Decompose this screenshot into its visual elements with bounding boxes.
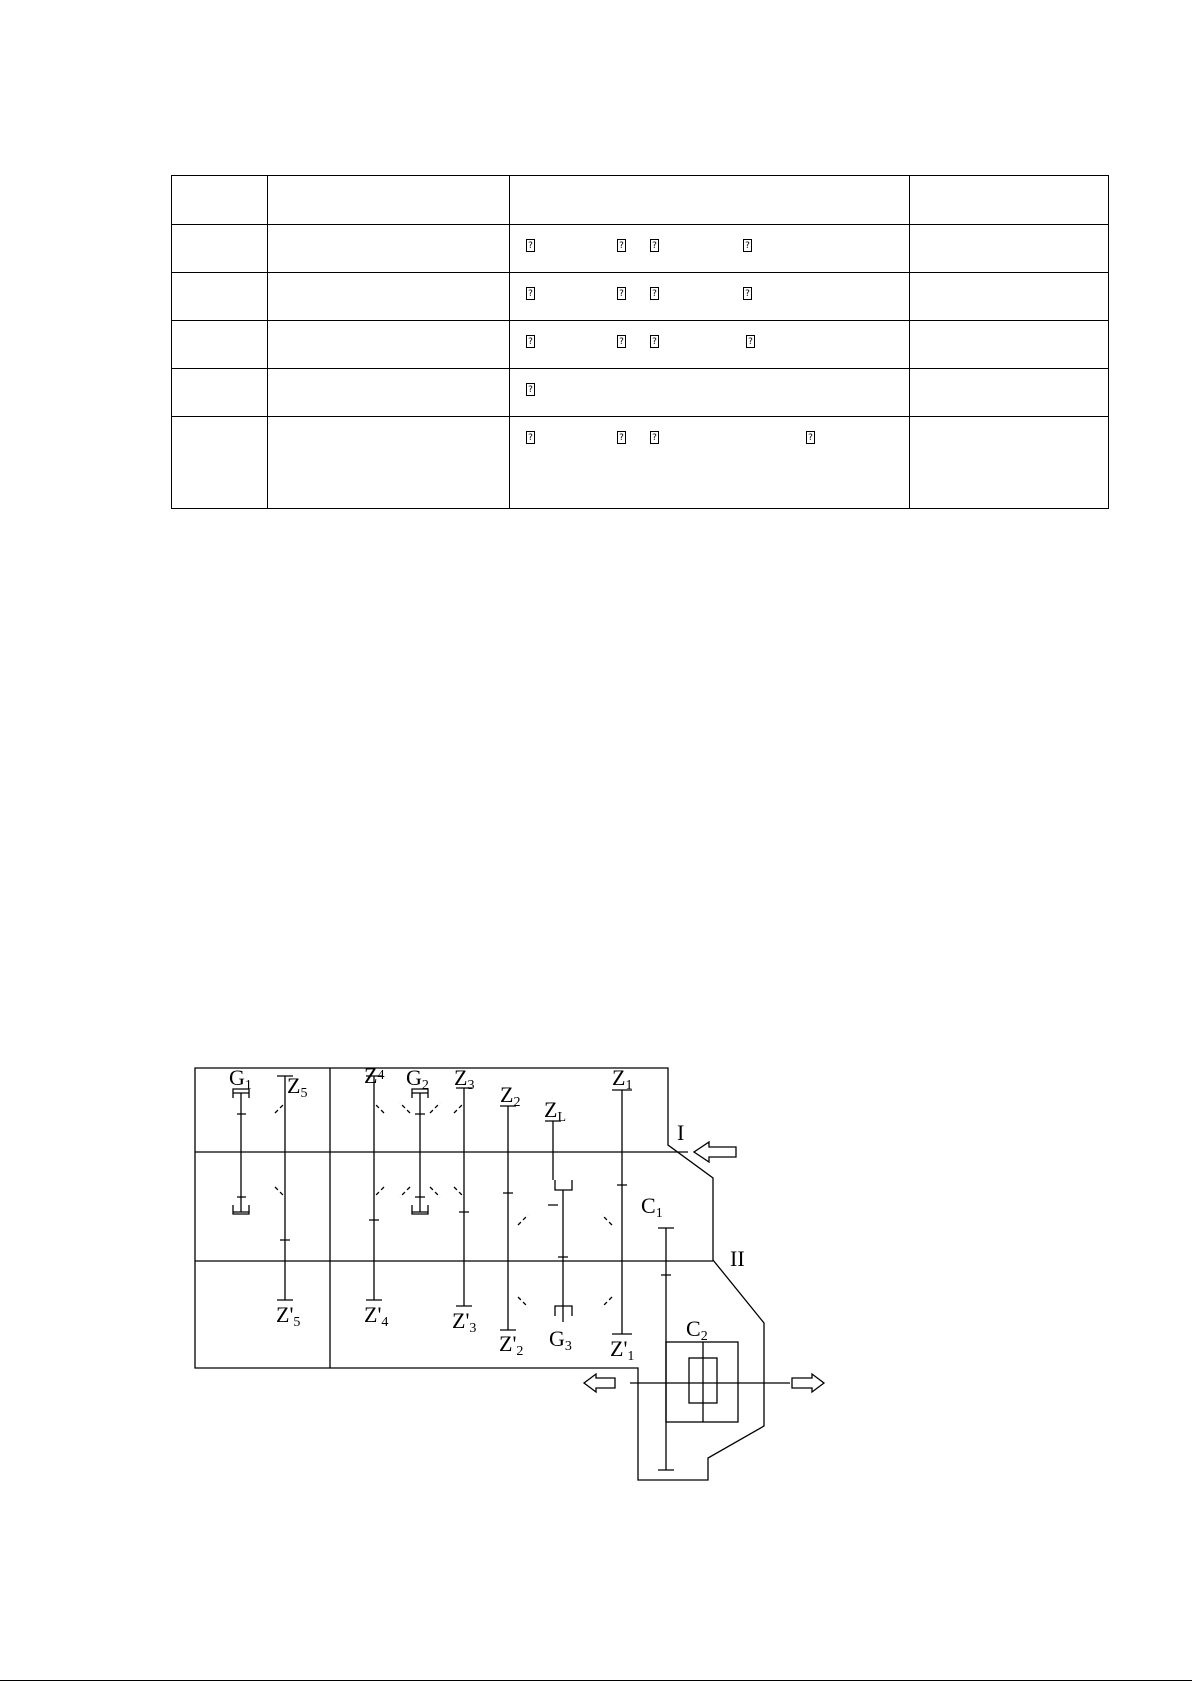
missing-glyph-icon: ? <box>746 335 755 348</box>
table-header-row <box>172 176 1109 225</box>
table-cell <box>172 417 268 509</box>
label-z3-prime: Z'3 <box>452 1308 477 1336</box>
missing-glyph-icon: ? <box>526 335 535 348</box>
label-z5-prime: Z'5 <box>276 1302 301 1330</box>
table-cell <box>510 369 910 417</box>
table-cell <box>268 273 510 321</box>
table-cell <box>910 369 1109 417</box>
table-cell <box>268 369 510 417</box>
table-cell <box>510 225 910 273</box>
label-g1: G1 <box>229 1065 252 1093</box>
missing-glyph-icon: ? <box>617 431 626 444</box>
label-shaft-i: I <box>677 1120 685 1145</box>
label-z3: Z3 <box>454 1065 475 1093</box>
table-cell <box>910 321 1109 369</box>
missing-glyph-icon: ? <box>617 287 626 300</box>
output-left-arrow-icon <box>584 1374 615 1392</box>
table-cell <box>910 225 1109 273</box>
table-cell <box>268 417 510 509</box>
table-cell <box>172 176 268 225</box>
table-cell <box>172 225 268 273</box>
table-row <box>172 369 1109 417</box>
missing-glyph-icon: ? <box>650 287 659 300</box>
table-row <box>172 321 1109 369</box>
missing-glyph-icon: ? <box>650 239 659 252</box>
missing-glyph-icon: ? <box>806 431 815 444</box>
label-zl: ZL <box>544 1097 567 1125</box>
label-g2: G2 <box>406 1065 429 1093</box>
label-g3: G3 <box>549 1326 572 1354</box>
missing-glyph-icon: ? <box>526 431 535 444</box>
table-row <box>172 225 1109 273</box>
table-row <box>172 273 1109 321</box>
table-cell <box>510 176 910 225</box>
table-cell <box>910 176 1109 225</box>
missing-glyph-icon: ? <box>743 239 752 252</box>
table-cell <box>510 321 910 369</box>
label-shaft-ii: II <box>730 1246 745 1271</box>
differential-housing <box>666 1342 738 1422</box>
gear-data-table <box>171 175 1109 509</box>
table-cell <box>510 417 910 509</box>
missing-glyph-icon: ? <box>526 239 535 252</box>
missing-glyph-icon: ? <box>617 239 626 252</box>
label-c2: C2 <box>686 1316 708 1344</box>
label-z2: Z2 <box>500 1082 521 1110</box>
label-z5: Z5 <box>287 1073 308 1101</box>
gearbox-schematic <box>180 1055 840 1495</box>
missing-glyph-icon: ? <box>743 287 752 300</box>
output-right-arrow-icon <box>792 1374 824 1392</box>
missing-glyph-icon: ? <box>526 287 535 300</box>
table-cell <box>268 321 510 369</box>
label-c1: C1 <box>641 1193 663 1221</box>
label-z1: Z1 <box>612 1065 633 1093</box>
input-arrow-icon <box>694 1142 736 1162</box>
missing-glyph-icon: ? <box>650 335 659 348</box>
table-cell <box>910 417 1109 509</box>
table-cell <box>172 273 268 321</box>
label-z2-prime: Z'2 <box>499 1331 524 1359</box>
missing-glyph-icon: ? <box>650 431 659 444</box>
missing-glyph-icon: ? <box>617 335 626 348</box>
missing-glyph-icon: ? <box>526 383 535 396</box>
label-z1-prime: Z'1 <box>610 1336 635 1364</box>
page-bottom-rule <box>0 1680 1192 1681</box>
table-cell <box>510 273 910 321</box>
table-cell <box>172 369 268 417</box>
label-z4-prime: Z'4 <box>364 1302 389 1330</box>
table-cell <box>268 176 510 225</box>
table-cell <box>910 273 1109 321</box>
label-z4: Z4 <box>364 1063 385 1088</box>
table-cell <box>172 321 268 369</box>
table-row <box>172 417 1109 509</box>
table-cell <box>268 225 510 273</box>
